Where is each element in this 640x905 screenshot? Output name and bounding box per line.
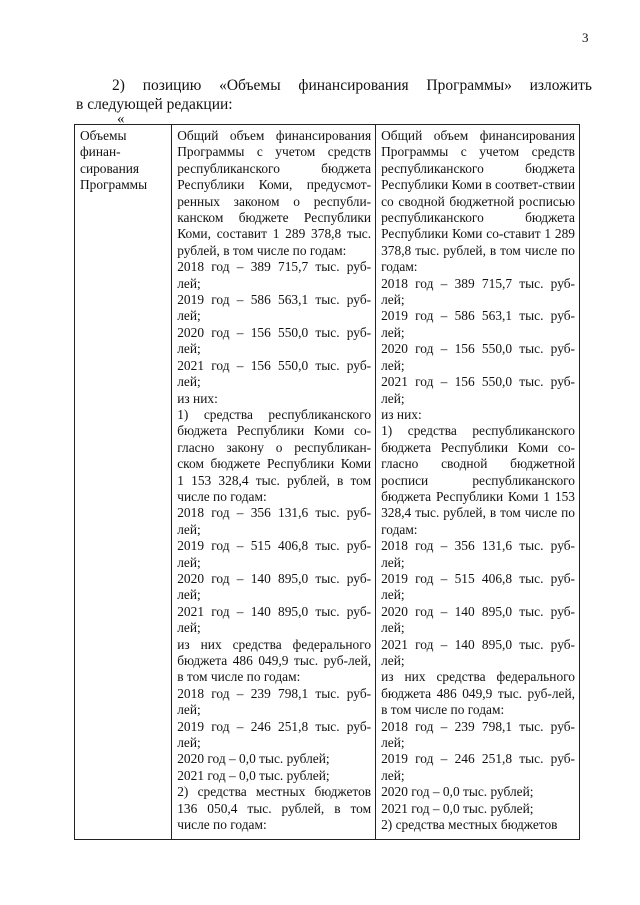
intro-word: 2): [112, 77, 125, 94]
column-paragraph: из них средства федерального бюджета 486 049,9 тыс. руб-лей, в том числе по годам:: [177, 636, 372, 685]
column-paragraph: 2021 год – 156 550,0 тыс. руб-лей;: [177, 357, 372, 390]
column-paragraph: 2018 год – 239 798,1 тыс. руб-лей;: [381, 718, 575, 751]
column-paragraph: Общий объем финансирования Программы с учетом средств республиканского бюджета Республики Коми в соответ-ствии со сводной бюджетной росписью республиканского бюджета Республики Коми со-ставит 1 289 378,8 тыс. рублей, в том числе по годам:: [381, 128, 575, 275]
intro-paragraph: [76, 76, 592, 114]
column-paragraph: 2021 год – 140 895,0 тыс. руб-лей;: [381, 636, 575, 668]
column-paragraph: 1) средства республиканского бюджета Республики Коми со-гласно сводной бюджетной росписи республиканского бюджета Республики Коми 1 153 328,4 тыс. рублей, в том числе по годам:: [381, 423, 575, 537]
column-paragraph: 2020 год – 156 550,0 тыс. руб-лей;: [177, 324, 372, 357]
column-paragraph: 2019 год – 586 563,1 тыс. руб-лей;: [381, 308, 575, 340]
row-label-cell: [75, 125, 172, 840]
financing-table: [74, 124, 580, 840]
column-paragraph: 2018 год – 356 131,6 тыс. руб-лей;: [381, 538, 575, 570]
intro-word: финансирования: [298, 77, 409, 94]
column-paragraph: Общий объем финансирования Программы с учетом средств республиканского бюджета Республики Коми, предусмот-ренных законом о республи-канском бюджете Республики Коми, составит 1 289 378,8 тыс. рублей, в том числе по годам:: [177, 128, 372, 258]
intro-word: «Объемы: [219, 77, 281, 94]
column-paragraph: 2020 год – 156 550,0 тыс. руб-лей;: [381, 341, 575, 373]
column-paragraph: 2018 год – 356 131,6 тыс. руб-лей;: [177, 505, 372, 537]
column-paragraph: 2018 год – 389 715,7 тыс. руб-лей;: [381, 275, 575, 308]
column-paragraph: из них:: [177, 390, 218, 406]
column-paragraph: 1) средства республиканского бюджета Республики Коми со-гласно закону о республикан-ском бюджете Республики Коми 1 153 328,4 тыс. рублей, в том числе по годам:: [177, 406, 372, 504]
column-paragraph: 2021 год – 0,0 тыс. рублей;: [381, 800, 534, 816]
column-paragraph: 2018 год – 239 798,1 тыс. руб-лей;: [177, 685, 372, 718]
column-paragraph: 2020 год – 140 895,0 тыс. руб-лей;: [177, 570, 372, 603]
column-paragraph: из них:: [381, 406, 422, 422]
opening-quote: «: [117, 111, 125, 127]
intro-line-2: в следующей редакции:: [76, 96, 233, 113]
current-wording-cell: [172, 125, 376, 840]
row-label: Объемы финан-сирования Программы: [80, 128, 148, 193]
new-wording-cell: [376, 125, 580, 840]
column-paragraph: 2) средства местных бюджетов: [381, 817, 558, 833]
column-paragraph: 2) средства местных бюджетов 136 050,4 тыс. рублей, в том числе по годам:: [177, 784, 372, 833]
column-paragraph: из них средства федерального бюджета 486 049,9 тыс. руб-лей, в том числе по годам:: [381, 669, 575, 718]
current-wording-text: [177, 128, 371, 833]
column-paragraph: 2019 год – 246 251,8 тыс. руб-лей;: [177, 718, 372, 751]
column-paragraph: 2021 год – 140 895,0 тыс. руб-лей;: [177, 603, 372, 636]
column-paragraph: 2019 год – 586 563,1 тыс. руб-лей;: [177, 292, 372, 324]
column-paragraph: 2019 год – 515 406,8 тыс. руб-лей;: [381, 570, 575, 603]
intro-line-1: [76, 76, 592, 95]
column-paragraph: 2018 год – 389 715,7 тыс. руб-лей;: [177, 259, 372, 291]
intro-word: изложить: [529, 77, 592, 94]
column-paragraph: 2021 год – 0,0 тыс. рублей;: [177, 767, 330, 783]
table-row: [75, 125, 580, 840]
column-paragraph: 2020 год – 0,0 тыс. рублей;: [381, 784, 534, 800]
column-paragraph: 2020 год – 140 895,0 тыс. руб-лей;: [381, 603, 575, 636]
page-number: 3: [582, 30, 589, 45]
column-paragraph: 2020 год – 0,0 тыс. рублей;: [177, 751, 330, 767]
column-paragraph: 2019 год – 515 406,8 тыс. руб-лей;: [177, 538, 372, 570]
column-paragraph: 2019 год – 246 251,8 тыс. руб-лей;: [381, 751, 575, 783]
intro-word: позицию: [142, 77, 202, 94]
new-wording-text: [381, 128, 575, 833]
column-paragraph: 2021 год – 156 550,0 тыс. руб-лей;: [381, 374, 575, 406]
intro-word: Программы»: [426, 77, 512, 94]
